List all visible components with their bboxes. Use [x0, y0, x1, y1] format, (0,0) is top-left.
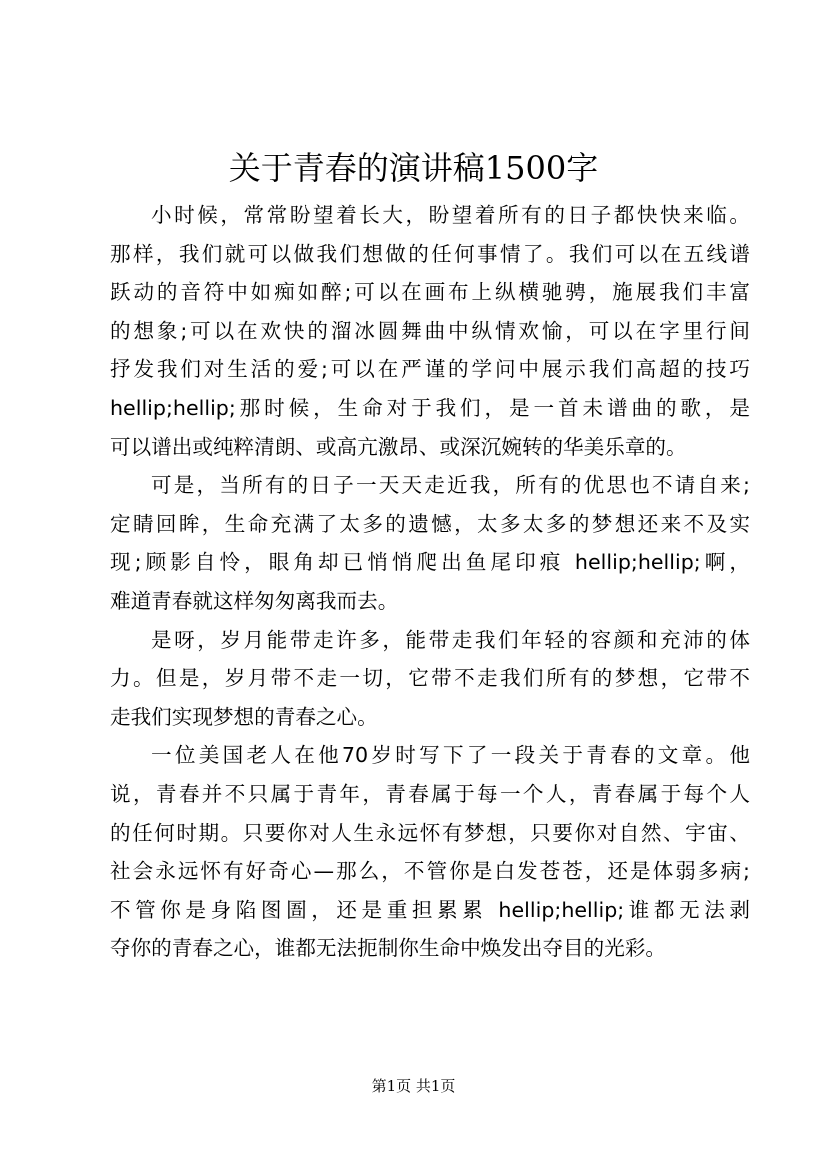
- paragraph-4-line-6: 夺你的青春之心，谁都无法扼制你生命中焕发出夺目的光彩。: [110, 936, 667, 961]
- paragraph-1-line-4: 的想象;可以在欢快的溜冰圆舞曲中纵情欢愉，可以在字里行间: [110, 318, 750, 343]
- document-title: 关于青春的演讲稿1500字: [228, 149, 599, 187]
- document-body: [110, 196, 750, 968]
- paragraph-2-line-1: 可是，当所有的日子一天天走近我，所有的优思也不请自来;: [151, 473, 750, 498]
- paragraph-1-line-7: 可以谱出或纯粹清朗、或高亢激昂、或深沉婉转的华美乐章的。: [110, 434, 687, 459]
- paragraph-1-line-3: 跃动的音符中如痴如醉;可以在画布上纵横驰骋，施展我们丰富: [110, 280, 750, 305]
- paragraph-3-line-1: 是呀，岁月能带走许多，能带走我们年轻的容颜和充沛的体: [151, 627, 750, 652]
- paragraph-3-line-3: 走我们实现梦想的青春之心。: [110, 704, 378, 729]
- page-number-footer: 第1页 共1页: [371, 1077, 456, 1095]
- paragraph-4-line-3: 的任何时期。只要你对人生永远怀有梦想，只要你对自然、宇宙、: [110, 820, 750, 845]
- paragraph-4-line-2: 说，青春并不只属于青年，青春属于每一个人，青春属于每个人: [110, 781, 750, 806]
- paragraph-1-line-6: hellip;hellip;那时候，生命对于我们，是一首未谱曲的歌，是: [110, 395, 750, 420]
- paragraph-4-line-4: 社会永远怀有好奇心—那么，不管你是白发苍苍，还是体弱多病;: [110, 859, 750, 884]
- paragraph-2-line-2: 定睛回眸，生命充满了太多的遗憾，太多太多的梦想还来不及实: [110, 511, 750, 536]
- paragraph-1-line-1: 小时候，常常盼望着长大，盼望着所有的日子都快快来临。: [151, 203, 750, 227]
- paragraph-1-line-5: 抒发我们对生活的爱;可以在严谨的学问中展示我们高超的技巧: [110, 357, 750, 382]
- paragraph-3-line-2: 力。但是，岁月带不走一切，它带不走我们所有的梦想，它带不: [110, 666, 750, 691]
- paragraph-4-line-1: 一位美国老人在他70岁时写下了一段关于青春的文章。他: [151, 743, 750, 768]
- paragraph-4-line-5: 不管你是身陷图圄，还是重担累累 hellip;hellip;谁都无法剥: [110, 897, 750, 922]
- paragraph-2-line-4: 难道青春就这样匆匆离我而去。: [110, 588, 399, 613]
- paragraph-1-line-2: 那样，我们就可以做我们想做的任何事情了。我们可以在五线谱: [110, 241, 750, 266]
- paragraph-2-line-3: 现;顾影自怜，眼角却已悄悄爬出鱼尾印痕 hellip;hellip;啊，: [110, 550, 750, 575]
